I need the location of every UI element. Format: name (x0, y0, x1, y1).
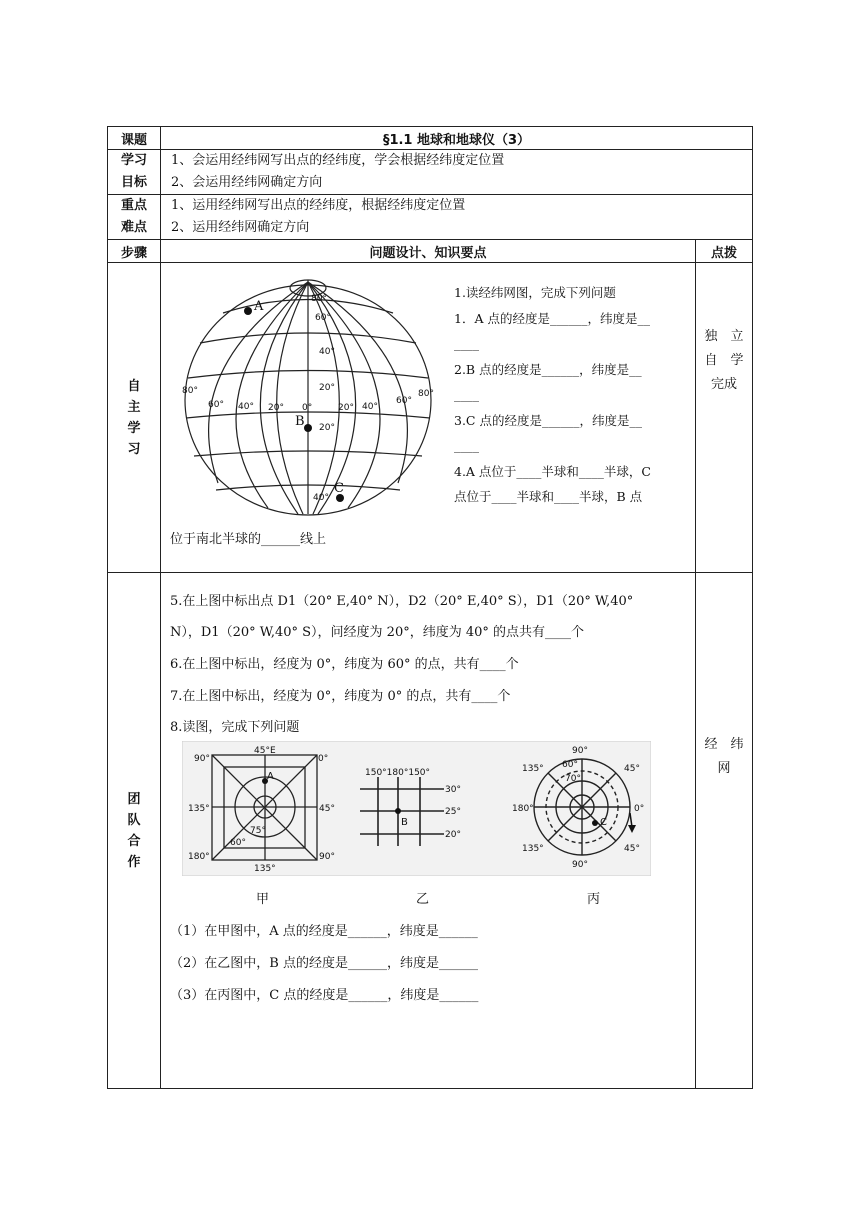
lon-label: 20° (268, 403, 284, 413)
q5-line1: 5.在上图中标出点 D1（20° E,40° N），D2（20° E,40° S），D1（20° W,40° (170, 594, 634, 609)
q7: 7.在上图中标出，经度为 0°，纬度为 0° 的点，共有____个 (170, 689, 511, 704)
lon-label: 60° (396, 396, 412, 406)
tip-header: 点拨 (696, 240, 753, 263)
bing-c-label: C (600, 817, 607, 828)
teamwork-label: 团 队 合 作 (108, 573, 161, 1089)
bing-tl: 135° (522, 764, 544, 774)
q5-line2: N），D1（20° W,40° S），问经度为 20°，纬度为 40° 的点共有____个 (170, 625, 585, 640)
jia-top: 45°E (254, 746, 276, 756)
bing-br: 45° (624, 844, 640, 854)
lat-label: 80° (311, 294, 327, 304)
lon-label: 40° (362, 402, 378, 412)
self-study-tip: 独 立 自 学 完成 (696, 263, 753, 573)
objectives-label: 学习 目标 (108, 150, 161, 195)
objectives-text: 1、会运用经纬网写出点的经纬度，学会根据经纬度定位置 2、会运用经纬网确定方向 (161, 150, 753, 195)
jia-bottom: 135° (254, 864, 276, 874)
bing-right: 0° (634, 804, 645, 814)
lat-label: 20° (319, 383, 335, 393)
bing-tr: 45° (624, 764, 640, 774)
q6: 6.在上图中标出，经度为 0°，纬度为 60° 的点，共有____个 (170, 657, 519, 672)
bing-bottom: 90° (572, 860, 588, 870)
jia-tr: 0° (318, 754, 329, 764)
yi-b-label: B (401, 817, 408, 828)
bing-point-c (592, 820, 598, 826)
yi-r1: 30° (445, 785, 461, 795)
point-b-label: B (295, 414, 305, 429)
yi-r2: 25° (445, 807, 461, 817)
jia-tl: 90° (194, 754, 210, 764)
lon-label: 20° (338, 403, 354, 413)
point-a-label: A (254, 299, 264, 314)
answer-1: （1）在甲图中，A 点的经度是______，纬度是______ (170, 924, 478, 939)
q8: 8.读图，完成下列问题 (170, 720, 300, 735)
yi-r3: 20° (445, 830, 461, 840)
page-title: §1.1 地球和地球仪（3） (161, 127, 753, 150)
lat-label: 40° (319, 347, 335, 357)
figure-bing (534, 759, 630, 855)
point-a-marker (244, 307, 252, 315)
point-b-marker (304, 424, 312, 432)
answer-2: （2）在乙图中，B 点的经度是______，纬度是______ (170, 956, 478, 971)
jia-inner2: 60° (230, 838, 246, 848)
jia-right: 45° (319, 804, 335, 814)
jia-bl: 180° (188, 852, 210, 862)
keypoints-label: 重点 难点 (108, 195, 161, 240)
self-study-questions: 1.读经纬网图，完成下列问题 1．A 点的经度是______，纬度是__ ____ 2.B 点的经度是______，纬度是__ ____ 3.C 点的经度是______，纬度是__ ____ 4.A 点位于____半球和____半球，C 点位于____半球和____半球，B 点 (454, 285, 651, 504)
bing-bl: 135° (522, 844, 544, 854)
lon-label: 80° (182, 386, 198, 396)
jia-left: 135° (188, 804, 210, 814)
lon-label: 80° (418, 389, 434, 399)
jia-br: 90° (319, 852, 335, 862)
yi-top: 150°180°150° (365, 768, 431, 778)
bing-left: 180° (512, 804, 534, 814)
lon-label: 60° (208, 400, 224, 410)
figures-panel (182, 741, 651, 876)
teamwork-tip: 经 纬 网 (696, 573, 753, 1089)
bing-in1: 60° (562, 760, 578, 770)
lon-label: 40° (238, 402, 254, 412)
lat-label: 60° (315, 313, 331, 323)
answer-3: （3）在丙图中，C 点的经度是______，纬度是______ (170, 988, 479, 1003)
self-study-label: 自 主 学 习 (108, 263, 161, 573)
yi-point-b (395, 808, 401, 814)
jia-a-label: A (267, 771, 274, 782)
caption-jia: 甲 (256, 892, 270, 907)
q4-continuation: 位于南北半球的______线上 (170, 532, 327, 547)
step-header: 步骤 (108, 240, 161, 263)
globe-diagram (178, 268, 438, 518)
bing-in2: 70° (565, 774, 581, 784)
jia-inner1: 75° (250, 826, 266, 836)
lat-label: 40° (313, 493, 329, 503)
lat-label: 20° (319, 423, 335, 433)
bing-top: 90° (572, 746, 588, 756)
lon-label: 0° (302, 403, 313, 413)
figure-jia (212, 755, 317, 860)
caption-bing: 丙 (587, 892, 601, 907)
design-header: 问题设计、知识要点 (161, 240, 696, 263)
caption-yi: 乙 (416, 892, 430, 907)
point-c-label: C (334, 481, 344, 496)
topic-label: 课题 (108, 127, 161, 150)
keypoints-text: 1、运用经纬网写出点的经纬度，根据经纬度定位置 2、运用经纬网确定方向 (161, 195, 753, 240)
